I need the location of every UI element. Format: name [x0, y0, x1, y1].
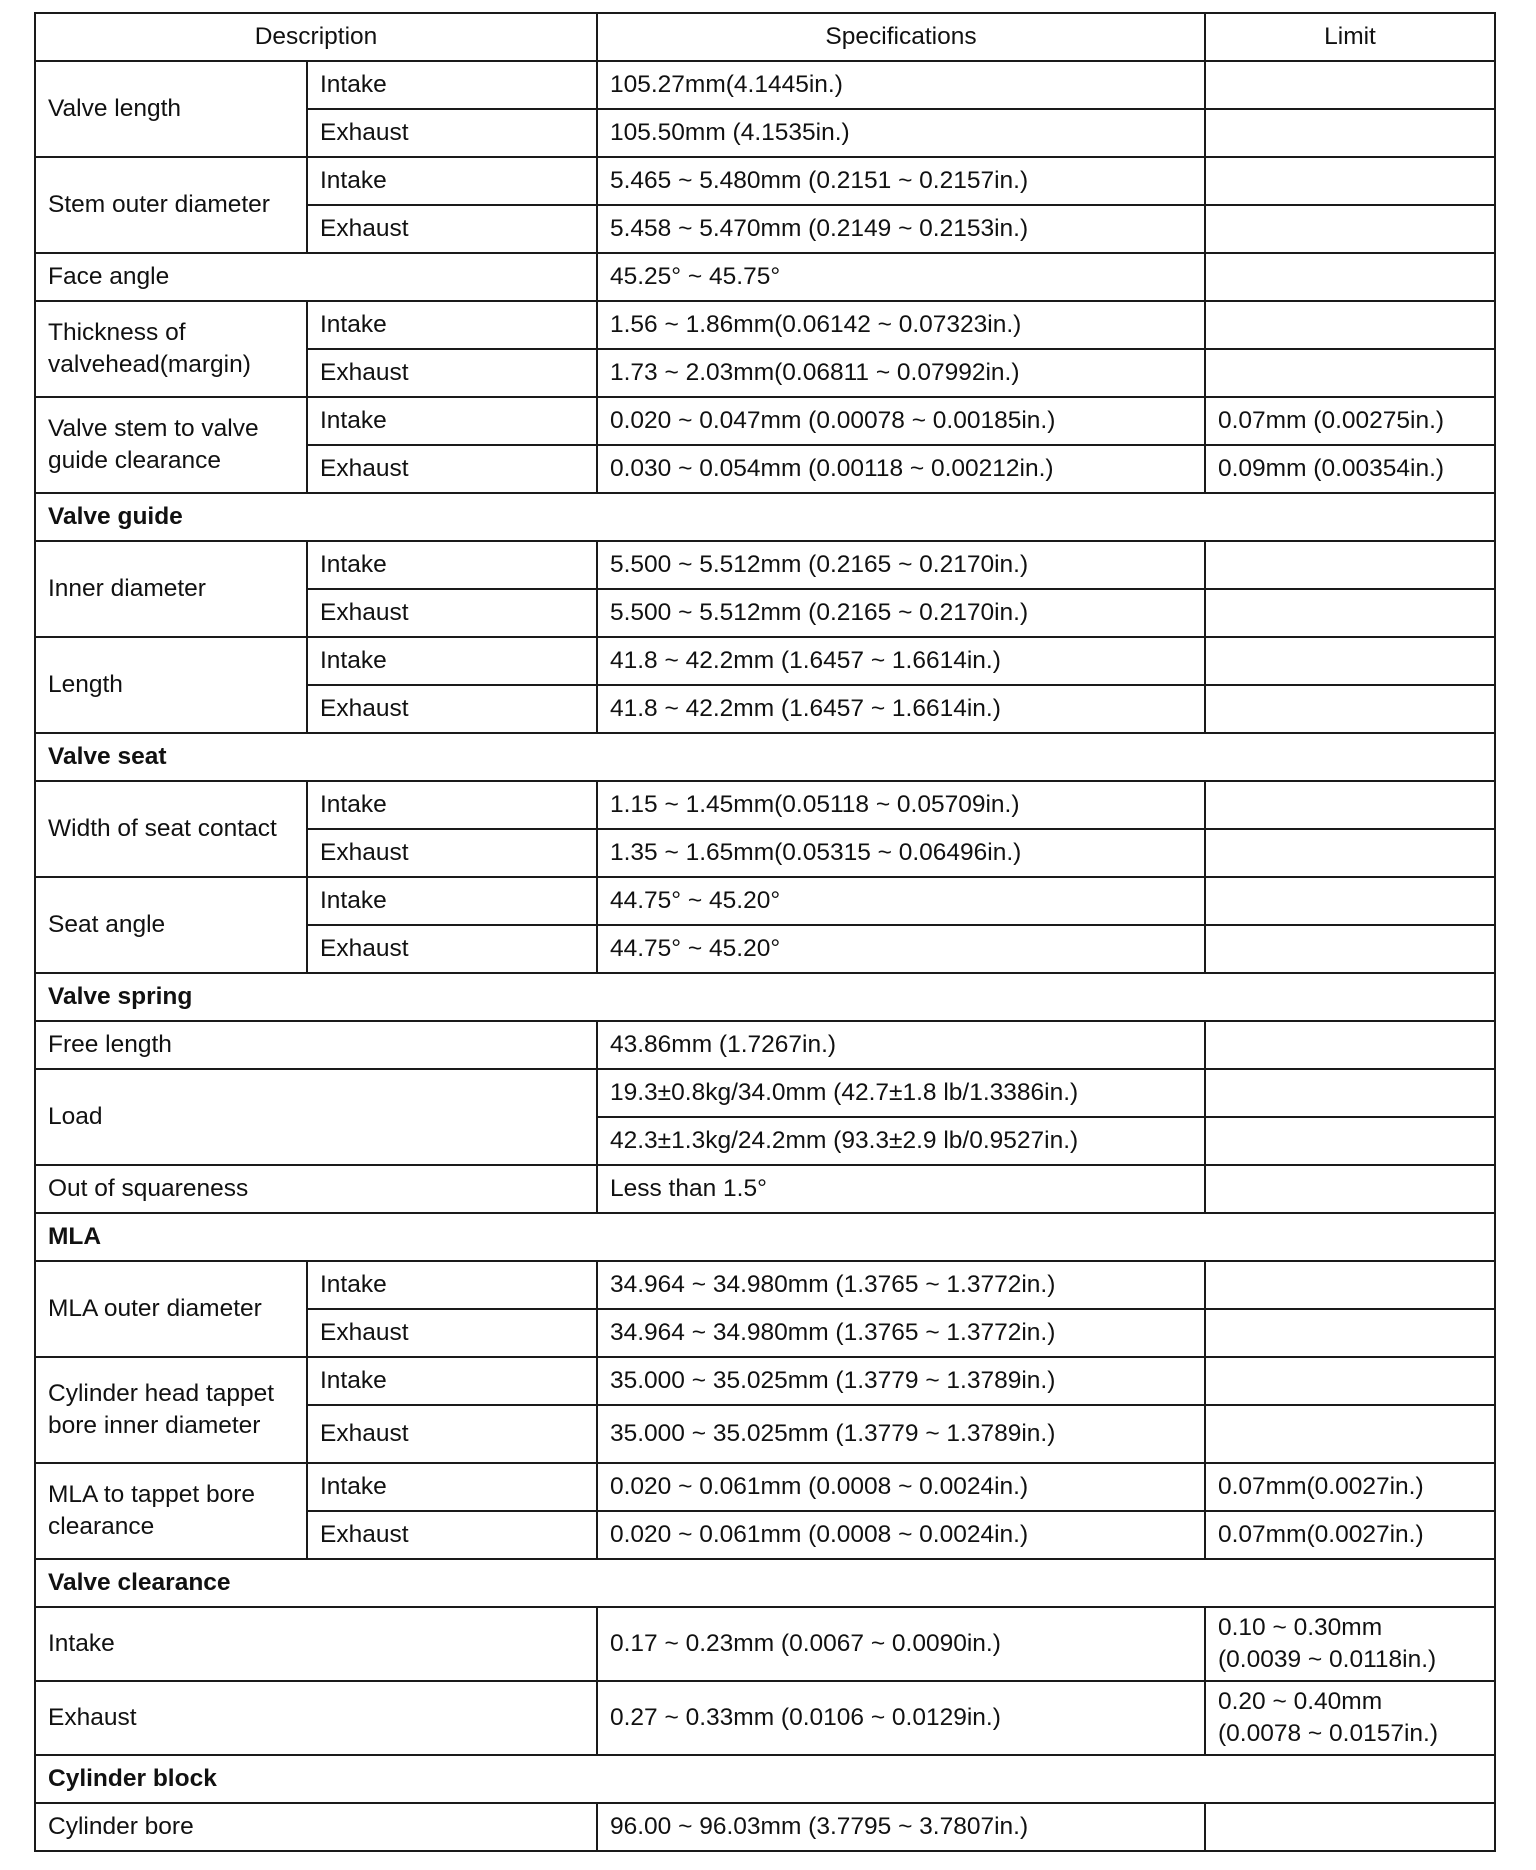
row-label: Inner diameter: [35, 541, 307, 637]
table-row: [35, 1069, 1495, 1117]
intake-label: Intake: [307, 541, 597, 589]
limit-value: [1205, 1117, 1495, 1165]
limit-line: 0.20 ~ 0.40mm: [1218, 1688, 1383, 1715]
row-label: MLA outer diameter: [35, 1261, 307, 1357]
row-label: Cylinder bore: [35, 1803, 597, 1851]
exhaust-label: Exhaust: [307, 829, 597, 877]
row-label: Face angle: [35, 253, 597, 301]
header-row: [35, 13, 1495, 61]
spec-value: 45.25° ~ 45.75°: [597, 253, 1205, 301]
spec-value: 41.8 ~ 42.2mm (1.6457 ~ 1.6614in.): [597, 685, 1205, 733]
limit-line: (0.0039 ~ 0.0118in.): [1218, 1646, 1437, 1673]
limit-value: [1205, 1261, 1495, 1309]
limit-value: [1205, 589, 1495, 637]
spec-value: Less than 1.5°: [597, 1165, 1205, 1213]
intake-label: Intake: [307, 301, 597, 349]
spec-value: 35.000 ~ 35.025mm (1.3779 ~ 1.3789in.): [597, 1405, 1205, 1463]
spec-value: 5.458 ~ 5.470mm (0.2149 ~ 0.2153in.): [597, 205, 1205, 253]
table-row: [35, 61, 1495, 109]
limit-value: 0.07mm (0.00275in.): [1205, 397, 1495, 445]
exhaust-label: Exhaust: [307, 349, 597, 397]
table-row: [35, 253, 1495, 301]
intake-label: Intake: [307, 637, 597, 685]
row-label: MLA to tappet bore clearance: [35, 1463, 307, 1559]
limit-value: [1205, 829, 1495, 877]
spec-value: 44.75° ~ 45.20°: [597, 877, 1205, 925]
row-label: Width of seat contact: [35, 781, 307, 877]
limit-value: 0.09mm (0.00354in.): [1205, 445, 1495, 493]
limit-value: 0.07mm(0.0027in.): [1205, 1463, 1495, 1511]
spec-value: 1.73 ~ 2.03mm(0.06811 ~ 0.07992in.): [597, 349, 1205, 397]
section-row: [35, 1559, 1495, 1607]
limit-value: [1205, 685, 1495, 733]
limit-line: 0.10 ~ 0.30mm: [1218, 1614, 1383, 1641]
table-row: [35, 1607, 1495, 1681]
spec-value: 105.27mm(4.1445in.): [597, 61, 1205, 109]
limit-value: [1205, 157, 1495, 205]
limit-value: [1205, 1681, 1495, 1755]
exhaust-label: Exhaust: [307, 1511, 597, 1559]
section-title: Valve clearance: [35, 1559, 1495, 1607]
row-label: Valve length: [35, 61, 307, 157]
intake-label: Intake: [307, 877, 597, 925]
spec-value: 34.964 ~ 34.980mm (1.3765 ~ 1.3772in.): [597, 1309, 1205, 1357]
exhaust-label: Exhaust: [307, 205, 597, 253]
spec-value: 34.964 ~ 34.980mm (1.3765 ~ 1.3772in.): [597, 1261, 1205, 1309]
table-row: [35, 541, 1495, 589]
limit-value: [1205, 349, 1495, 397]
header-description: Description: [35, 13, 597, 61]
exhaust-label: Exhaust: [307, 589, 597, 637]
exhaust-label: Exhaust: [307, 109, 597, 157]
exhaust-label: Exhaust: [307, 445, 597, 493]
intake-label: Intake: [307, 781, 597, 829]
spec-value: 5.500 ~ 5.512mm (0.2165 ~ 0.2170in.): [597, 589, 1205, 637]
row-label: Load: [35, 1069, 597, 1165]
section-row: [35, 1755, 1495, 1803]
limit-value: [1205, 1069, 1495, 1117]
limit-value: 0.07mm(0.0027in.): [1205, 1511, 1495, 1559]
spec-value: 0.17 ~ 0.23mm (0.0067 ~ 0.0090in.): [597, 1607, 1205, 1681]
table-row: [35, 397, 1495, 445]
header-specifications: Specifications: [597, 13, 1205, 61]
section-title: Cylinder block: [35, 1755, 1495, 1803]
spec-value: 1.15 ~ 1.45mm(0.05118 ~ 0.05709in.): [597, 781, 1205, 829]
table-row: [35, 1463, 1495, 1511]
spec-value: 1.56 ~ 1.86mm(0.06142 ~ 0.07323in.): [597, 301, 1205, 349]
section-title: MLA: [35, 1213, 1495, 1261]
intake-label: Intake: [307, 157, 597, 205]
spec-value: 105.50mm (4.1535in.): [597, 109, 1205, 157]
spec-value: 41.8 ~ 42.2mm (1.6457 ~ 1.6614in.): [597, 637, 1205, 685]
limit-value: [1205, 1405, 1495, 1463]
spec-value: 0.020 ~ 0.061mm (0.0008 ~ 0.0024in.): [597, 1463, 1205, 1511]
table-row: [35, 1021, 1495, 1069]
row-label: Length: [35, 637, 307, 733]
limit-line: (0.0078 ~ 0.0157in.): [1218, 1720, 1438, 1747]
limit-value: [1205, 253, 1495, 301]
spec-value: 1.35 ~ 1.65mm(0.05315 ~ 0.06496in.): [597, 829, 1205, 877]
row-label: Out of squareness: [35, 1165, 597, 1213]
limit-value: [1205, 1165, 1495, 1213]
limit-value: [1205, 925, 1495, 973]
row-label: Free length: [35, 1021, 597, 1069]
section-row: [35, 733, 1495, 781]
limit-value: [1205, 109, 1495, 157]
row-label: Stem outer diameter: [35, 157, 307, 253]
table-row: [35, 781, 1495, 829]
section-row: [35, 1213, 1495, 1261]
table-row: [35, 1261, 1495, 1309]
limit-value: [1205, 637, 1495, 685]
intake-label: Intake: [307, 1357, 597, 1405]
limit-value: [1205, 1021, 1495, 1069]
limit-value: [1205, 1607, 1495, 1681]
row-label: Thickness of valvehead(margin): [35, 301, 307, 397]
limit-value: [1205, 205, 1495, 253]
table-row: [35, 877, 1495, 925]
spec-value: 0.020 ~ 0.061mm (0.0008 ~ 0.0024in.): [597, 1511, 1205, 1559]
table-row: [35, 637, 1495, 685]
limit-value: [1205, 541, 1495, 589]
table-row: [35, 1357, 1495, 1405]
limit-value: [1205, 301, 1495, 349]
spec-value: 96.00 ~ 96.03mm (3.7795 ~ 3.7807in.): [597, 1803, 1205, 1851]
intake-label: Intake: [307, 1261, 597, 1309]
row-label: Seat angle: [35, 877, 307, 973]
spec-value: 5.500 ~ 5.512mm (0.2165 ~ 0.2170in.): [597, 541, 1205, 589]
section-title: Valve spring: [35, 973, 1495, 1021]
limit-value: [1205, 781, 1495, 829]
exhaust-label: Exhaust: [307, 1405, 597, 1463]
specifications-table: [34, 12, 1496, 1852]
spec-value: 42.3±1.3kg/24.2mm (93.3±2.9 lb/0.9527in.): [597, 1117, 1205, 1165]
section-title: Valve seat: [35, 733, 1495, 781]
table-row: [35, 157, 1495, 205]
table-row: [35, 1803, 1495, 1851]
spec-value: 43.86mm (1.7267in.): [597, 1021, 1205, 1069]
spec-value: 19.3±0.8kg/34.0mm (42.7±1.8 lb/1.3386in.): [597, 1069, 1205, 1117]
spec-value: 5.465 ~ 5.480mm (0.2151 ~ 0.2157in.): [597, 157, 1205, 205]
table-row: [35, 1681, 1495, 1755]
limit-value: [1205, 1803, 1495, 1851]
spec-value: 0.27 ~ 0.33mm (0.0106 ~ 0.0129in.): [597, 1681, 1205, 1755]
intake-label: Intake: [307, 397, 597, 445]
section-title: Valve guide: [35, 493, 1495, 541]
row-label: Valve stem to valve guide clearance: [35, 397, 307, 493]
table-row: [35, 1165, 1495, 1213]
intake-label: Intake: [307, 1463, 597, 1511]
spec-value: 44.75° ~ 45.20°: [597, 925, 1205, 973]
section-row: [35, 973, 1495, 1021]
exhaust-label: Exhaust: [307, 685, 597, 733]
spec-value: 0.030 ~ 0.054mm (0.00118 ~ 0.00212in.): [597, 445, 1205, 493]
section-row: [35, 493, 1495, 541]
spec-value: 35.000 ~ 35.025mm (1.3779 ~ 1.3789in.): [597, 1357, 1205, 1405]
row-label: Cylinder head tappet bore inner diameter: [35, 1357, 307, 1463]
header-limit: Limit: [1205, 13, 1495, 61]
table-row: [35, 301, 1495, 349]
exhaust-label: Exhaust: [307, 1309, 597, 1357]
row-label: Exhaust: [35, 1681, 597, 1755]
row-label: Intake: [35, 1607, 597, 1681]
limit-value: [1205, 1309, 1495, 1357]
spec-value: 0.020 ~ 0.047mm (0.00078 ~ 0.00185in.): [597, 397, 1205, 445]
limit-value: [1205, 877, 1495, 925]
limit-value: [1205, 1357, 1495, 1405]
limit-value: [1205, 61, 1495, 109]
intake-label: Intake: [307, 61, 597, 109]
exhaust-label: Exhaust: [307, 925, 597, 973]
